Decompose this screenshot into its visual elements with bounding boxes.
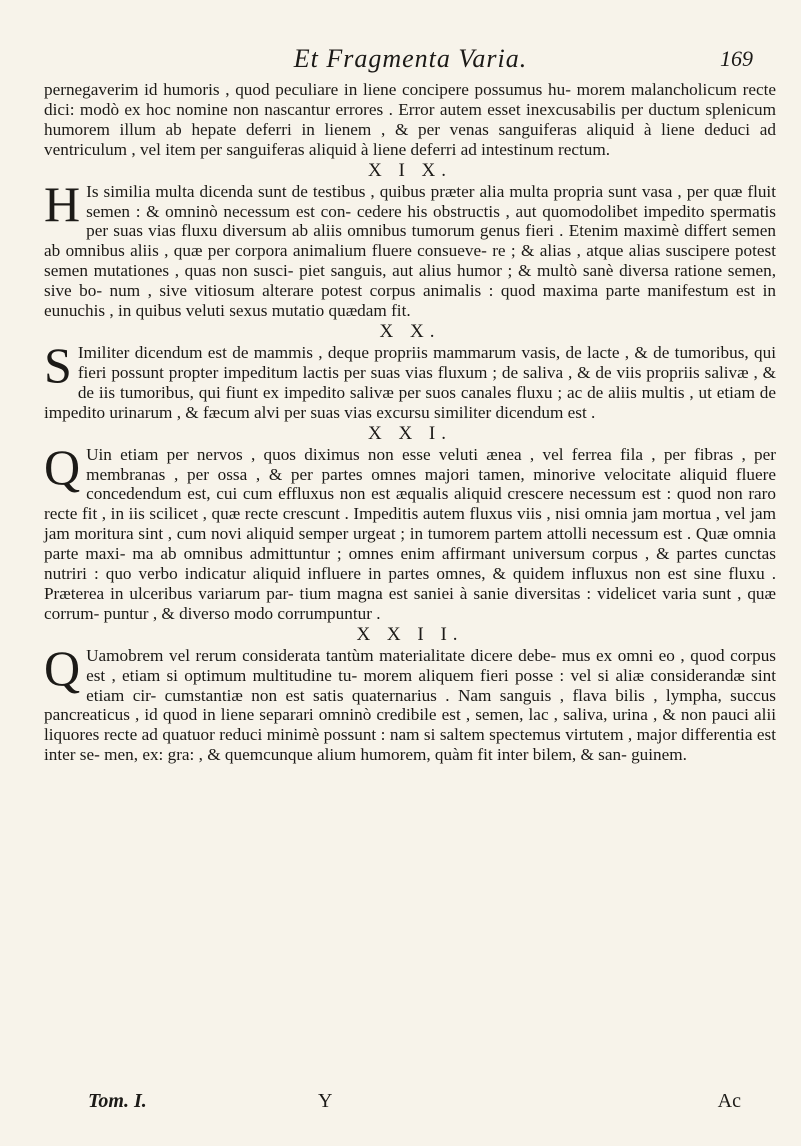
running-head [60,44,761,78]
drop-cap: S [44,336,72,393]
drop-cap: Q [44,639,81,696]
paragraph-text: Uamobrem vel rerum considerata tantùm materialitate dicere debe- mus ex omni eo , quod corpus est , etiam si optimum multitudine tu- morem aliquem fieri posse : vel si aliæ considerandæ sint etiam cir- cumstantiæ non est satis quaternarius . Nam sanguis , flava bilis , lympha, succus pancreaticus , id quod in liene separari omninò credibile est , semen, lac , saliva, urina , & non pauci alii liquores recte ad quatuor reduci minimè possunt : nam si saltem spectemus virtutem , major differentia est inter se- men, ex: gra: , & quemcunque alium humorem, quàm fit inter bilem, & san- guinem. [44,645,776,765]
section-number: X X. [379,320,441,342]
body-text [44,80,776,765]
drop-cap: Q [44,438,81,495]
volume-mark: Tom. I. [88,1090,147,1112]
paragraph-continued: pernegaverim id humoris , quod peculiare in liene concipere possumus hu- morem malancholicum recte dici: modò ex hoc nomine non nascantur errores . Error autem esset inexcusabilis per ductum splenicum humorem illum ab hepate deferri in lienem , & per venas sanguiferas aliquid à liene deduci ad ventriculum , vel item per sanguiferas aliquid à liene deferri ad intestinum rectum. [44,80,776,159]
paragraph-text: Uin etiam per nervos , quos diximus non esse veluti ænea , vel ferrea fila , per fibras , per membranas , per ossa , & per partes omnes majori tamen, minorive velocitate aliquid fluere concedendum est, cui cum effluxus non est æqualis aliquid crescere necessum est : quod non raro recte fit , in iis scilicet , quæ recte crescunt . Impeditis autem fluxus viis , nisi omnia jam mortua , vel jam jam moritura sint , cum novi aliquid semper urgeat ; in tumorem partem attolli necessum est . Quæ omnia parte maxi- ma ab omnibus admittuntur ; omnes enim affirmant universum corpus , & partes cunctas nutriri : quo verbo indicatur aliquid influere in partes omnes, & quidem influxus non est sine fluxu . Præterea in ulceribus variarum par- tium magna est saniei à sanie diversitas : videlicet varia sunt , quæ corrum- puntur , & diverso modo corrumpuntur . [44,444,776,623]
paragraph [44,438,776,624]
page-footer [88,1090,741,1120]
section-number: X X I. [367,422,453,444]
paragraph-text: Is similia multa dicenda sunt de testibus , quibus præter alia multa propria sunt vasa , per quæ fluit semen : & omninò necessum est con- cedere his obstructis , aut quomodolibet impedito spermatis per suas vias fluxu diversum ab aliis omnibus tumorum genus fieri . Etenim maximè differt semen ab omnibus aliis , quæ per corpora animalium fluere consueve- re ; & alias , atque alias suscipere potest semen mutationes , quas non susci- piet sanguis, aut alius humor ; & multò sanè diversa ratione semen, sive bo- num , sive vitiosum alterare potest corpus animalis : quod maxima parte manifestum est in eunuchis , in quibus veluti sexus mutatio quædam fit. [44,181,776,321]
section-number: X X I I. [356,623,464,645]
paragraph [44,639,776,765]
page-number: 169 [720,46,753,71]
running-title: Et Fragmenta Varia. [293,44,528,73]
paragraph-text: Imiliter dicendum est de mammis , deque propriis mammarum vasis, de lacte , & de tumoribus, qui fieri possunt propter impeditum lactis per suas vias fluxum ; de saliva , & de viis propriis salivæ , & de iis tumoribus, qui fiunt ex impedito salivæ per suos canales fluxu ; ac de aliis multis , ut etiam de impedito urinarum , & fæcum alvi per suas vias excursu similiter dicendum est . [44,342,776,422]
paragraph [44,175,776,321]
section-number: X I X. [367,159,453,181]
catchword: Ac [717,1090,741,1112]
drop-cap: H [44,175,81,232]
paragraph [44,336,776,423]
signature-mark: Y [318,1090,333,1112]
